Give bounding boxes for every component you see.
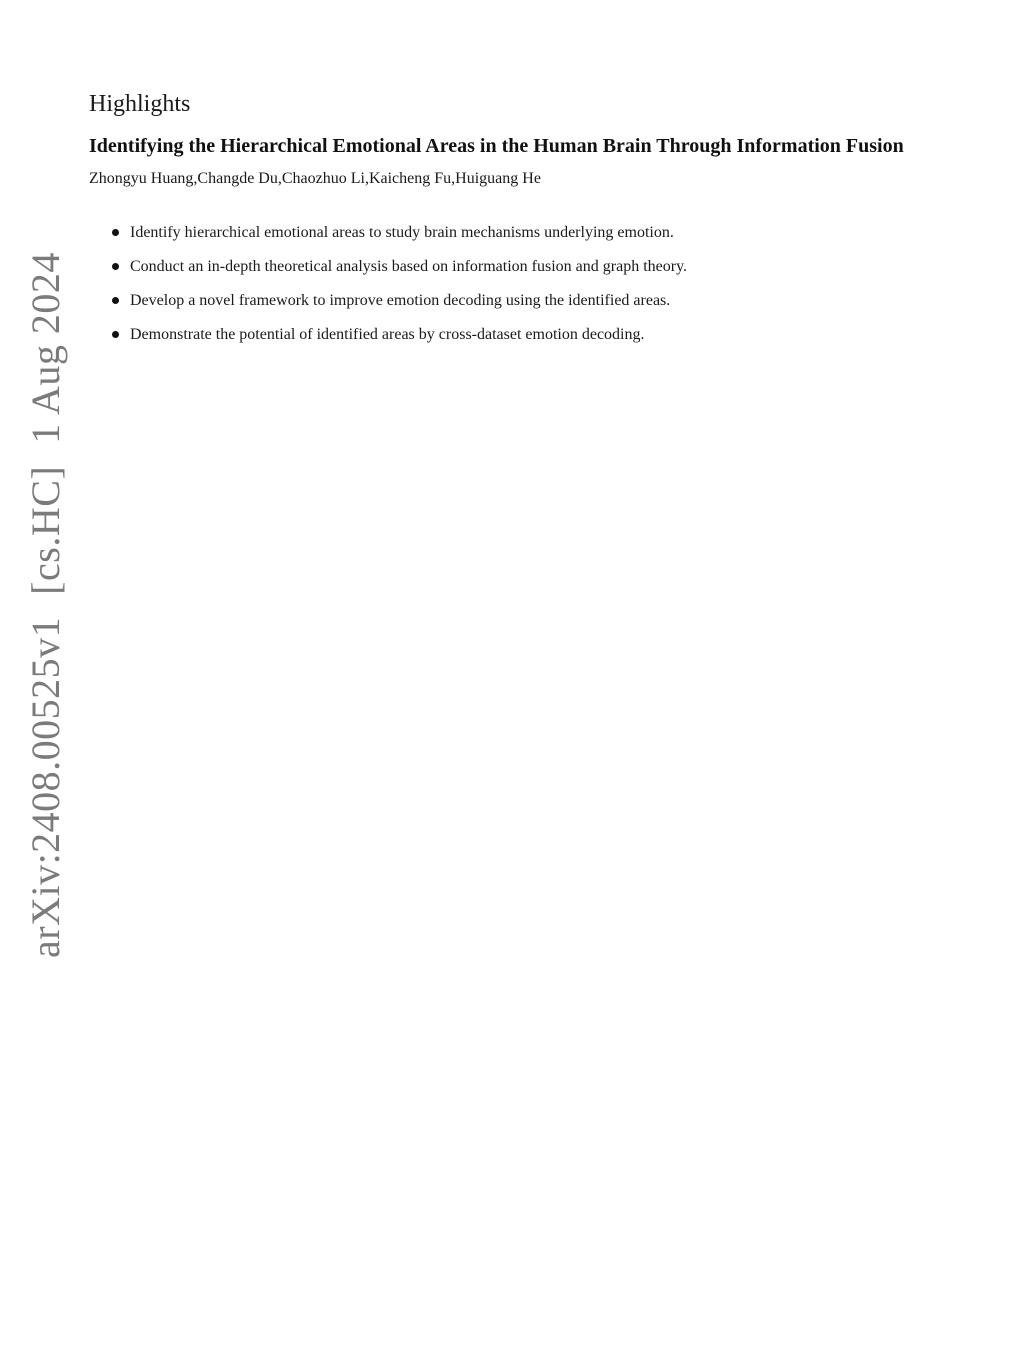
highlight-item [112,290,687,324]
highlights-heading: Highlights [89,91,191,117]
highlight-text: Conduct an in-depth theoretical analysis based on information fusion and graph theory. [130,258,688,275]
highlight-item [112,324,687,358]
author-list: Zhongyu Huang,Changde Du,Chaozhuo Li,Kaicheng Fu,Huiguang He [89,170,541,187]
bullet-icon [112,263,119,270]
highlights-list [112,222,687,358]
highlight-text: Demonstrate the potential of identified areas by cross-dataset emotion decoding. [130,326,645,343]
arxiv-side-stamp [23,252,68,958]
arxiv-id: arXiv:2408.00525v1 [23,616,68,958]
highlight-text: Develop a novel framework to improve emotion decoding using the identified areas. [130,292,671,309]
highlight-item [112,256,687,290]
paper-title: Identifying the Hierarchical Emotional Areas in the Human Brain Through Information Fusion [89,135,904,157]
bullet-icon [112,331,119,338]
arxiv-category: [cs.HC] [23,465,68,595]
bullet-icon [112,229,119,236]
arxiv-date: 1 Aug 2024 [23,252,68,444]
bullet-icon [112,297,119,304]
highlight-text: Identify hierarchical emotional areas to study brain mechanisms underlying emotion. [130,224,674,241]
highlight-item [112,222,687,256]
